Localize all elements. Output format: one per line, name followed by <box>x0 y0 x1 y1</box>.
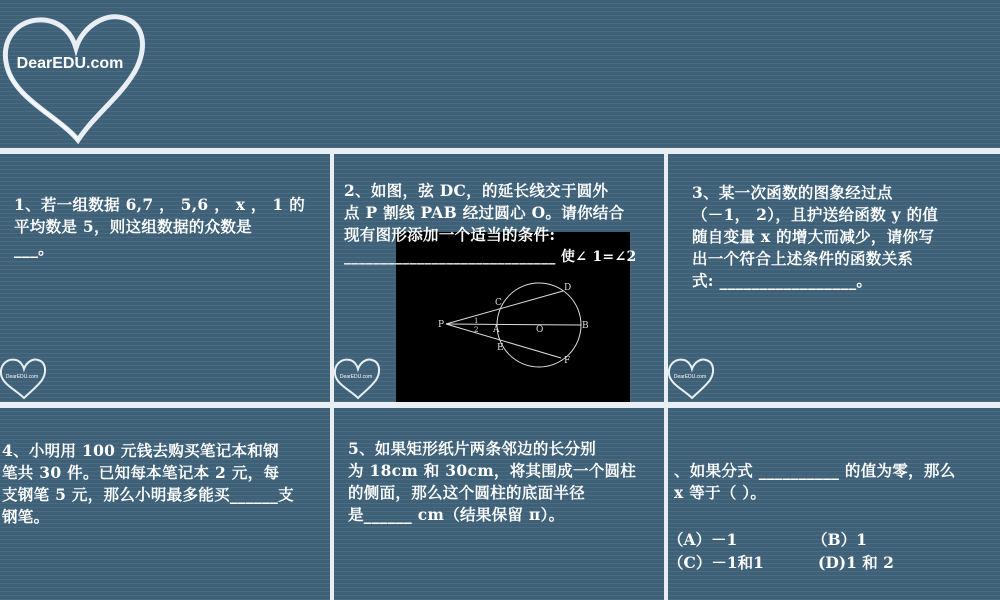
question-card-4 <box>0 408 330 600</box>
question-card-1 <box>0 154 330 402</box>
question-4-line: 笔共 30 件。已知每本笔记本 2 元，每 <box>2 463 280 482</box>
label-d: D <box>564 283 572 293</box>
question-5-line: 为 18cm 和 30cm，将其围成一个圆柱 <box>348 461 637 480</box>
small-logo-text: DearEDU.com <box>673 374 707 380</box>
question-5-line: 是______ cm（结果保留 π）。 <box>348 505 565 524</box>
question-card-5 <box>334 408 664 600</box>
question-5-text <box>348 438 636 526</box>
question-5-line: 5、如果矩形纸片两条邻边的长分别 <box>348 439 597 458</box>
dearedu-small-logo <box>0 354 50 402</box>
option-a: （A）－1 <box>668 530 738 549</box>
question-3-line: 3、某一次函数的图象经过点 <box>692 183 893 202</box>
question-card-3 <box>668 154 1000 402</box>
label-a: A <box>493 325 500 335</box>
question-2-line: 2、如图，弦 DC，的延长线交于圆外 <box>344 181 609 200</box>
dearedu-logo <box>0 0 150 148</box>
question-5-line: 的侧面，那么这个圆柱的底面半径 <box>348 483 586 502</box>
label-c: C <box>495 298 502 308</box>
label-f: F <box>564 356 571 366</box>
option-d: (D)1 和 2 <box>818 553 894 572</box>
dearedu-small-logo <box>668 354 718 402</box>
question-2-text <box>344 180 637 268</box>
label-p: P <box>438 320 445 330</box>
question-card-6 <box>668 408 1000 600</box>
logo-text: DearEDU.com <box>16 55 124 72</box>
question-2-line: 现有图形添加一个适当的条件: <box>344 225 556 244</box>
question-2-line: 点 P 割线 PAB 经过圆心 O。请你结合 <box>344 203 625 222</box>
label-angle-2: 2 <box>474 326 479 334</box>
question-4-line: 支钢笔 5 元，那么小明最多能买______支 <box>2 485 294 504</box>
question-1-line: 平均数是 5，则这组数据的众数是 <box>14 217 252 236</box>
option-b: （B）1 <box>812 530 867 549</box>
question-1-line: ___。 <box>14 239 54 258</box>
label-b: B <box>582 321 589 331</box>
question-6-text <box>674 460 956 504</box>
question-1-text <box>14 194 305 260</box>
question-4-line: 钢笔。 <box>2 507 50 526</box>
option-c: （C）－1和1 <box>668 553 764 572</box>
question-2-line: _____________________________ 使∠ 1=∠2 <box>344 249 637 265</box>
question-6-line: 、如果分式 __________ 的值为零，那么 <box>674 461 956 480</box>
question-1-line: 1、若一组数据 6,7 ， 5,6 ， x ， 1 的 <box>14 195 306 214</box>
small-logo-text: DearEDU.com <box>5 374 39 380</box>
question-card-2 <box>334 154 664 402</box>
dearedu-small-logo <box>334 354 384 402</box>
question-3-text <box>692 182 938 292</box>
question-3-line: （－1， 2），且护送给函数 y 的值 <box>692 205 939 224</box>
label-angle-1: 1 <box>474 317 479 325</box>
question-6-line: x 等于（ ）。 <box>674 483 767 502</box>
question-4-text <box>2 440 294 528</box>
label-e: E <box>497 343 504 353</box>
question-4-line: 4、小明用 100 元钱去购买笔记本和钢 <box>2 441 279 460</box>
header-banner <box>0 0 1000 148</box>
small-logo-text: DearEDU.com <box>339 374 373 380</box>
question-3-line: 随自变量 x 的增大而减少，请你写 <box>692 227 935 246</box>
question-3-line: 出一个符合上述条件的函数关系 <box>692 249 914 268</box>
label-o: O <box>536 325 544 335</box>
question-3-line: 式: _________________。 <box>692 271 873 290</box>
